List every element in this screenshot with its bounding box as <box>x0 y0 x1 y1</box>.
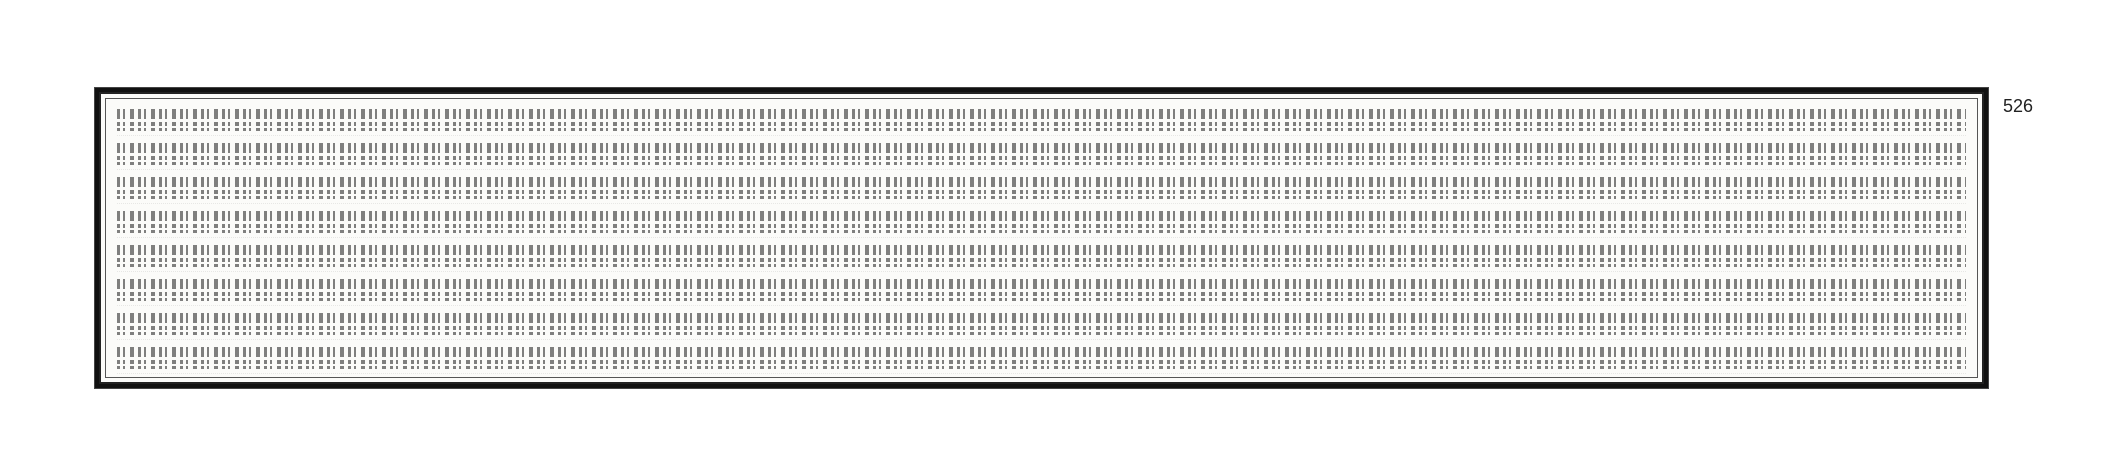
tibetan-script-run <box>117 177 1966 199</box>
tibetan-script-run <box>117 313 1966 335</box>
text-line <box>117 306 1966 340</box>
tibetan-script-run <box>117 245 1966 267</box>
text-line <box>117 340 1966 374</box>
folio-text-lines <box>117 102 1966 374</box>
tibetan-script-run <box>117 143 1966 165</box>
text-line <box>117 102 1966 136</box>
text-line <box>117 204 1966 238</box>
page-number: 526 <box>2003 96 2034 116</box>
tibetan-text-folio <box>95 88 1988 388</box>
text-line <box>117 272 1966 306</box>
tibetan-script-run <box>117 347 1966 369</box>
tibetan-script-run <box>117 279 1966 301</box>
text-line <box>117 170 1966 204</box>
tibetan-script-run <box>117 109 1966 131</box>
tibetan-script-run <box>117 211 1966 233</box>
text-line <box>117 136 1966 170</box>
text-line <box>117 238 1966 272</box>
